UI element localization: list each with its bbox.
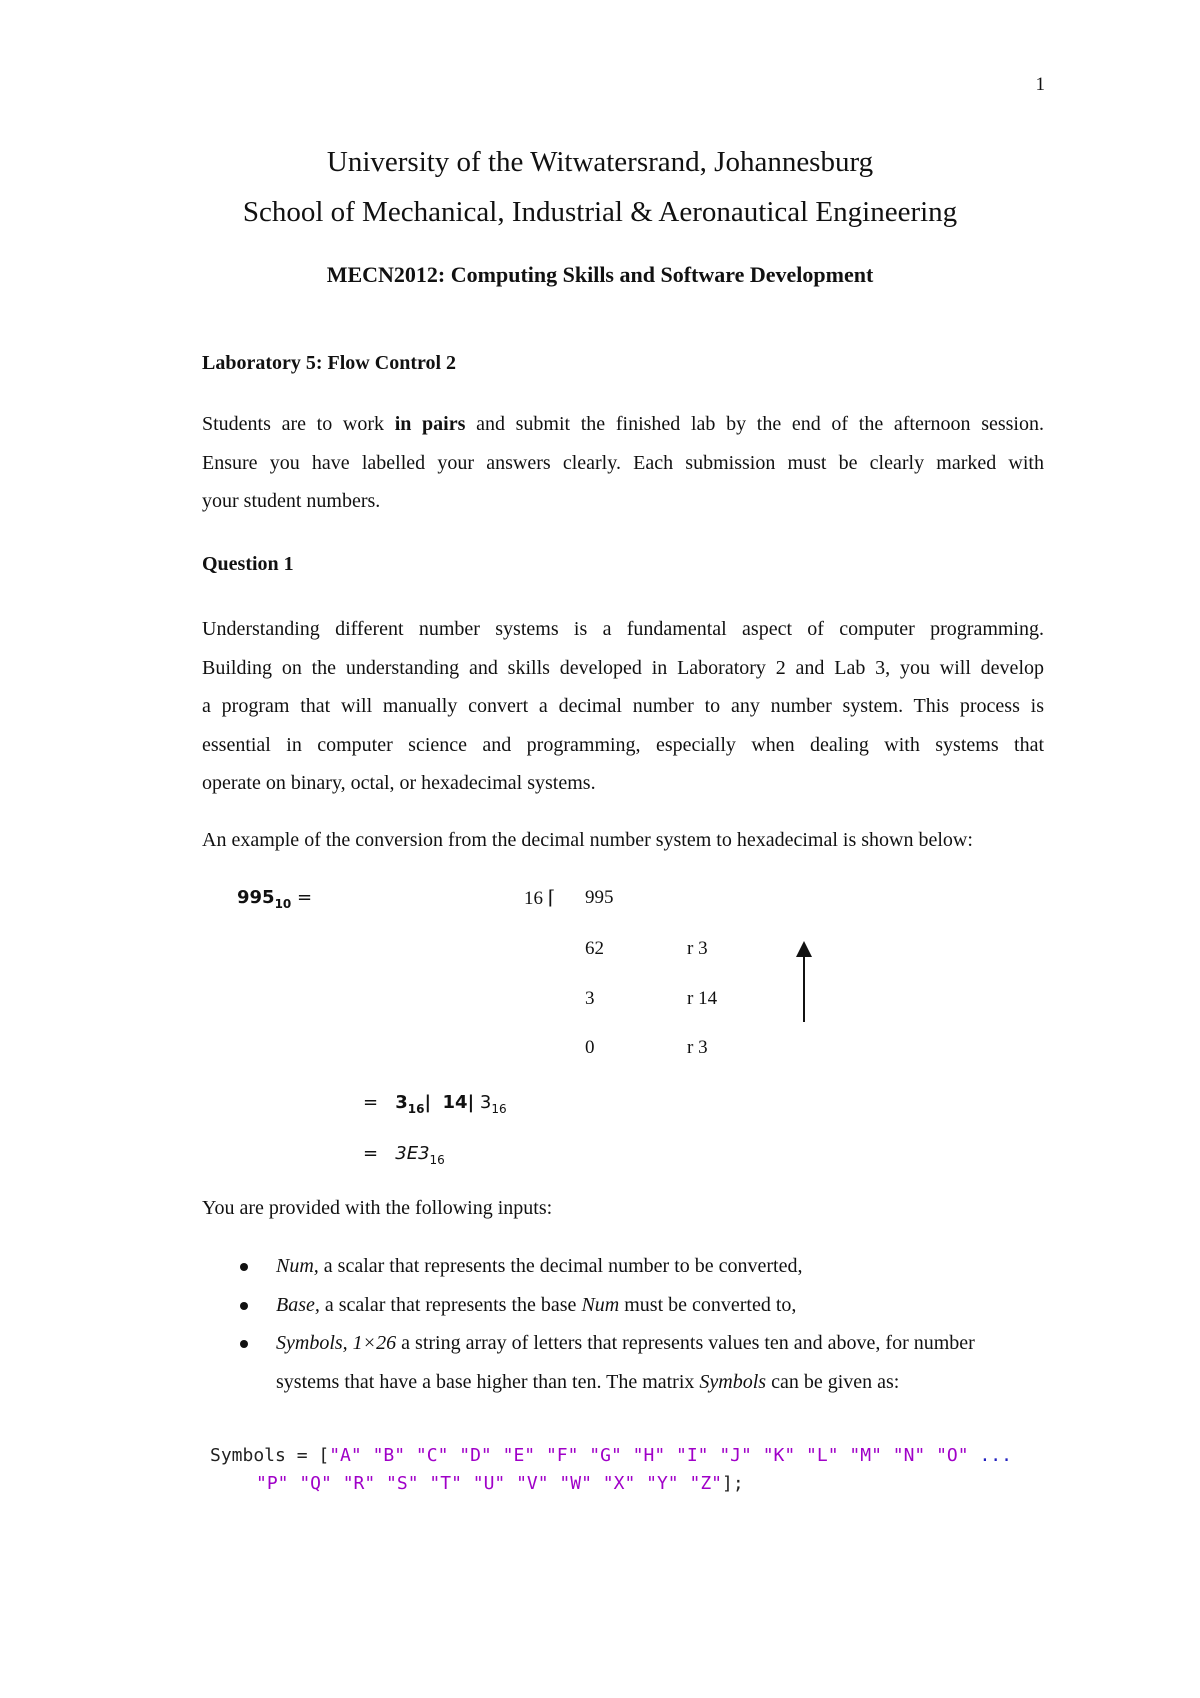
question-1-paragraph: Understanding different number systems is a fundamental aspect of computer programming. Building on the understanding and skills developed in Laboratory 2 and Lab 3, you will develop a program that will manually convert a decimal number to any number system. This process is essential in computer science and programming, especially when dealing with systems that operate on binary, octal, or hexadecimal systems. (202, 618, 1044, 794)
quotient-1: 995 (585, 887, 614, 908)
university-title: University of the Witwatersrand, Johannesburg (326, 146, 874, 178)
remainder-3: r 3 (687, 1037, 708, 1058)
list-item: Num, a scalar that represents the decimal number to be converted, (202, 1247, 1044, 1286)
list-item: Symbols, 1×26 a string array of letters that represents values ten and above, for number systems that have a base higher than ten. The matrix Symbols can be given as: (202, 1324, 1044, 1401)
instructions-paragraph: Students are to work in pairs and submit the finished lab by the end of the afternoon session. Ensure you have labelled your answers clearly. Each submission must be clearly marked with your student numbers. (202, 413, 1044, 512)
school-title: School of Mechanical, Industrial & Aeronautical Engineering (242, 196, 958, 228)
quotient-4: 0 (585, 1037, 595, 1058)
symbols-row-1: "A" "B" "C" "D" "E" "F" "G" "H" "I" "J" "K" "L" "M" "N" "O" (329, 1445, 969, 1466)
bullet-icon (240, 1263, 248, 1271)
quotient-2: 62 (585, 938, 604, 959)
page-number: 1 (1035, 74, 1045, 95)
arrow-shaft (803, 955, 805, 1022)
remainder-2: r 14 (687, 988, 718, 1009)
result-digits: = $3_{16}|$ 14| $3_{16}$ (363, 1092, 507, 1116)
question-1-heading: Question 1 (202, 553, 294, 575)
bullet-icon (240, 1302, 248, 1310)
bullet-icon (240, 1340, 248, 1348)
inputs-intro: You are provided with the following inputs: (202, 1197, 553, 1219)
list-item: Base, a scalar that represents the base Num must be converted to, (202, 1286, 1044, 1325)
in-pairs-emphasis: in pairs (394, 413, 466, 435)
example-intro: An example of the conversion from the decimal number system to hexadecimal is shown below: (202, 829, 973, 851)
remainder-1: r 3 (687, 938, 708, 959)
divisor: 16 ⌈ (524, 888, 556, 909)
quotient-3: 3 (585, 988, 595, 1009)
symbols-code-line-2: "P" "Q" "R" "S" "T" "U" "V" "W" "X" "Y" "Z"]; (256, 1473, 744, 1494)
result-hex: = $3E3_{16}$ (363, 1143, 445, 1167)
lab-title: Laboratory 5: Flow Control 2 (202, 352, 457, 374)
symbols-code-line-1: Symbols = ["A" "B" "C" "D" "E" "F" "G" "H" "I" "J" "K" "L" "M" "N" "O" ... (210, 1445, 1012, 1466)
inputs-list (202, 1247, 1044, 1401)
symbols-row-2: "P" "Q" "R" "S" "T" "U" "V" "W" "X" "Y" "Z" (256, 1473, 722, 1494)
course-title: MECN2012: Computing Skills and Software Development (326, 262, 874, 287)
decimal-input-expression: $995_{10}$ = (237, 887, 313, 911)
